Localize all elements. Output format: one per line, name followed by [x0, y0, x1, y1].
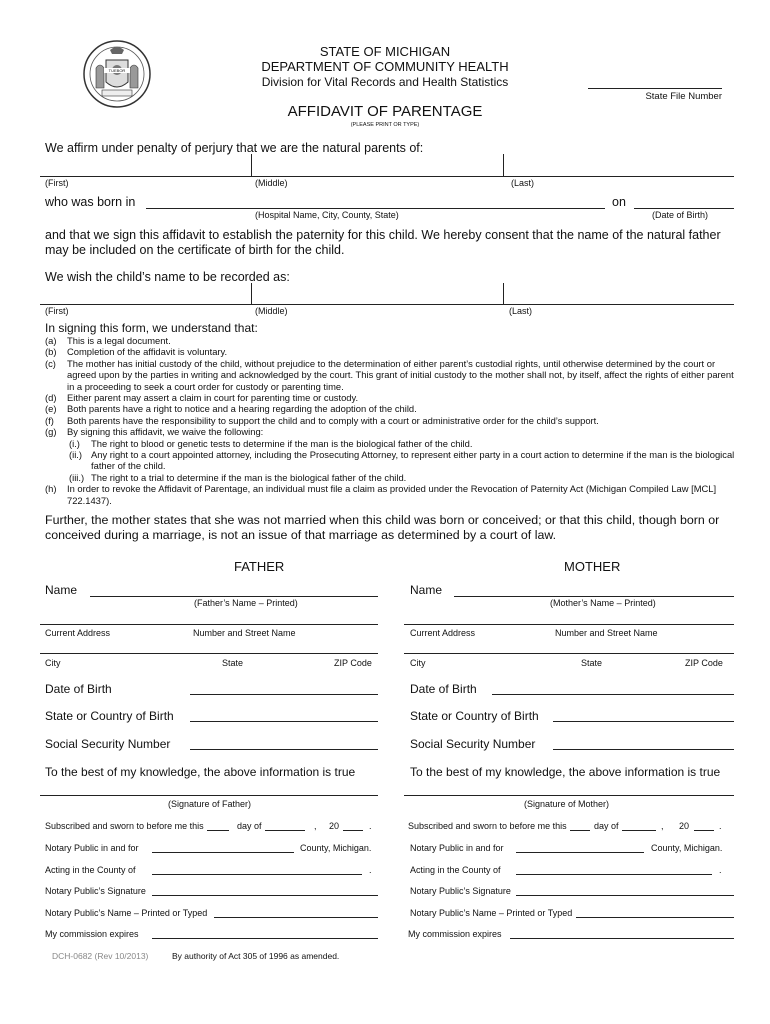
mother-year-prefix: 20: [679, 821, 690, 831]
father-state-label: State: [222, 658, 244, 668]
father-zip-label: ZIP Code: [334, 658, 372, 668]
mother-dob-line[interactable]: [492, 694, 734, 695]
mother-signature-line[interactable]: [404, 795, 734, 796]
mother-acting-label: Acting in the County of: [410, 865, 501, 875]
page-subtitle: (PLEASE PRINT OR TYPE): [350, 122, 420, 128]
father-comma: ,: [314, 821, 317, 831]
list-item: (f) Both parents have the responsibility to support the child and to comply with a court or administrative order for the child’s support.: [45, 414, 599, 426]
mother-address-line[interactable]: [404, 624, 734, 625]
mother-address-label: Current Address: [410, 628, 476, 638]
mother-acting-line[interactable]: [516, 874, 712, 875]
list-item: (iii.) The right to a trial to determine if the man is the biological father of the child.: [69, 471, 407, 483]
state-seal-icon: [82, 38, 152, 110]
child-name-line[interactable]: [40, 176, 734, 177]
state-file-number-label: State File Number: [645, 91, 722, 102]
father-knowledge-text: To the best of my knowledge, the above information is true: [45, 765, 356, 779]
father-notary-county-line[interactable]: [152, 852, 294, 853]
mother-ssn-label: Social Security Number: [410, 737, 536, 751]
mother-sworn-day-line[interactable]: [570, 830, 590, 831]
father-commission-label: My commission expires: [45, 929, 139, 939]
mother-sworn-year-line[interactable]: [694, 830, 714, 831]
father-address-line[interactable]: [40, 624, 378, 625]
state-file-number-line[interactable]: [588, 88, 722, 89]
mother-notary-name-line[interactable]: [576, 917, 734, 918]
father-ssn-line[interactable]: [190, 749, 378, 750]
father-city-label: City: [45, 658, 61, 668]
father-birth-place-line[interactable]: [190, 721, 378, 722]
father-city-line[interactable]: [40, 653, 378, 654]
father-acting-label: Acting in the County of: [45, 865, 136, 875]
father-sworn-day-line[interactable]: [207, 830, 229, 831]
mother-signature-label: (Signature of Mother): [524, 799, 610, 809]
mother-notary-name-label: Notary Public’s Name – Printed or Typed: [410, 908, 573, 918]
father-dob-line[interactable]: [190, 694, 378, 695]
mother-street-label: Number and Street Name: [555, 628, 658, 638]
mother-acting-period: .: [719, 865, 722, 875]
mother-sworn-label: Subscribed and sworn to before me this: [408, 821, 567, 831]
mother-county-label: County, Michigan.: [651, 843, 723, 853]
mother-notary-sig-line[interactable]: [516, 895, 734, 896]
mother-zip-label: ZIP Code: [685, 658, 723, 668]
father-period: .: [369, 821, 372, 831]
on-label: on: [612, 195, 626, 209]
father-street-label: Number and Street Name: [193, 628, 296, 638]
mother-ssn-line[interactable]: [553, 749, 734, 750]
mother-commission-label: My commission expires: [408, 929, 502, 939]
mother-birth-place-label: State or Country of Birth: [410, 709, 539, 723]
father-dob-label: Date of Birth: [45, 682, 112, 696]
header-division: Division for Vital Records and Health Statistics: [261, 75, 509, 89]
child-last-label: (Last): [511, 178, 535, 188]
mother-knowledge-text: To the best of my knowledge, the above information is true: [410, 765, 721, 779]
list-item: (c) The mother has initial custody of the child, without prejudice to the determination of either parent’s custodial rights, until otherwise determined by the court or agreed upon by the parties in writing and acknowledged by the court. This grant of initial custody to the mother shall not, by itself, affect the rights of either parent in a proceeding to seek a court order for custody or parenting time.: [45, 357, 734, 392]
hospital-line[interactable]: [146, 208, 605, 209]
father-sworn-label: Subscribed and sworn to before me this: [45, 821, 204, 831]
father-year-prefix: 20: [329, 821, 340, 831]
affirm-statement: We affirm under penalty of perjury that we are the natural parents of:: [45, 141, 424, 155]
child-middle-label: (Middle): [255, 178, 288, 188]
mother-dob-label: Date of Birth: [410, 682, 477, 696]
header-state: STATE OF MICHIGAN: [319, 44, 451, 59]
mother-comma: ,: [661, 821, 664, 831]
mother-day-of-label: day of: [594, 821, 619, 831]
recorded-middle-label: (Middle): [255, 306, 288, 316]
form-id: DCH-0682 (Rev 10/2013): [52, 951, 149, 961]
child-first-label: (First): [45, 178, 69, 188]
father-heading: FATHER: [234, 559, 285, 574]
father-notary-in-label: Notary Public in and for: [45, 843, 139, 853]
father-name-hint: (Father’s Name – Printed): [194, 598, 298, 608]
mother-city-label: City: [410, 658, 426, 668]
father-ssn-label: Social Security Number: [45, 737, 171, 751]
ack-list: [45, 335, 735, 506]
mother-state-label: State: [581, 658, 603, 668]
father-notary-name-line[interactable]: [214, 917, 378, 918]
list-item: (a) This is a legal document.: [45, 335, 171, 346]
date-of-birth-line[interactable]: [634, 208, 734, 209]
father-county-label: County, Michigan.: [300, 843, 372, 853]
mother-period: .: [719, 821, 722, 831]
father-signature-line[interactable]: [40, 795, 378, 796]
father-notary-name-label: Notary Public’s Name – Printed or Typed: [45, 908, 208, 918]
father-acting-period: .: [369, 865, 372, 875]
father-notary-sig-label: Notary Public’s Signature: [45, 886, 146, 896]
father-acting-line[interactable]: [152, 874, 362, 875]
father-day-of-label: day of: [237, 821, 262, 831]
father-commission-line[interactable]: [152, 938, 378, 939]
further-statement: Further, the mother states that she was not married when this child was born or conceived; or that this child, though born or conceived during a marriage, is not an issue of that marriage as determined by a court of law.: [45, 513, 720, 542]
mother-birth-place-line[interactable]: [553, 721, 734, 722]
mother-name-hint: (Mother’s Name – Printed): [550, 598, 656, 608]
list-item: (d) Either parent may assert a claim in court for parenting time or custody.: [45, 392, 359, 404]
list-item: (i.) The right to blood or genetic tests to determine if the man is the biological father of the child.: [69, 437, 473, 449]
mother-name-label: Name: [410, 583, 443, 597]
born-in-label: who was born in: [45, 195, 136, 209]
father-name-label: Name: [45, 583, 78, 597]
mother-commission-line[interactable]: [510, 938, 734, 939]
mother-heading: MOTHER: [564, 559, 621, 574]
list-item: (h) In order to revoke the Affidavit of Parentage, an individual must file a claim as provided under the Revocation of Paternity Act (Michigan Compiled Law [MCL] 722.1437).: [45, 483, 717, 506]
mother-sworn-month-line[interactable]: [622, 830, 656, 831]
authority-note: By authority of Act 305 of 1996 as amended.: [172, 951, 340, 961]
father-sworn-month-line[interactable]: [265, 830, 305, 831]
list-item: (b) Completion of the affidavit is voluntary.: [45, 346, 228, 358]
ack-heading: In signing this form, we understand that:: [45, 321, 258, 335]
page-title: AFFIDAVIT OF PARENTAGE: [287, 103, 483, 120]
father-sworn-year-line[interactable]: [343, 830, 363, 831]
list-item: (ii.) Any right to a court appointed attorney, including the Prosecuting Attorney, to represent either party in a court action to determine if the man is the biological father of the child.: [69, 449, 735, 472]
mother-notary-county-line[interactable]: [516, 852, 644, 853]
father-address-label: Current Address: [45, 628, 111, 638]
mother-name-line[interactable]: [454, 596, 734, 597]
father-notary-sig-line[interactable]: [152, 895, 378, 896]
hospital-hint: (Hospital Name, City, County, State): [255, 210, 399, 220]
consent-statement: and that we sign this affidavit to establish the paternity for this child. We hereby consent that the name of the natural father may be included on the certificate of birth for the child.: [45, 228, 721, 257]
father-birth-place-label: State or Country of Birth: [45, 709, 174, 723]
list-item: (g) By signing this affidavit, we waive the following:: [45, 426, 264, 438]
list-item: (e) Both parents have a right to notice and a hearing regarding the adoption of the child.: [45, 403, 417, 415]
wish-statement: We wish the child’s name to be recorded as:: [45, 270, 290, 284]
dob-hint: (Date of Birth): [652, 210, 709, 220]
recorded-last-label: (Last): [509, 306, 533, 316]
recorded-first-label: (First): [45, 306, 69, 316]
mother-notary-in-label: Notary Public in and for: [410, 843, 504, 853]
father-signature-label: (Signature of Father): [168, 799, 252, 809]
mother-city-line[interactable]: [404, 653, 734, 654]
seal-banner: TUEBOR: [104, 68, 130, 73]
mother-notary-sig-label: Notary Public’s Signature: [410, 886, 511, 896]
recorded-name-line[interactable]: [40, 304, 734, 305]
father-name-line[interactable]: [90, 596, 378, 597]
header-department: DEPARTMENT OF COMMUNITY HEALTH: [261, 59, 509, 74]
